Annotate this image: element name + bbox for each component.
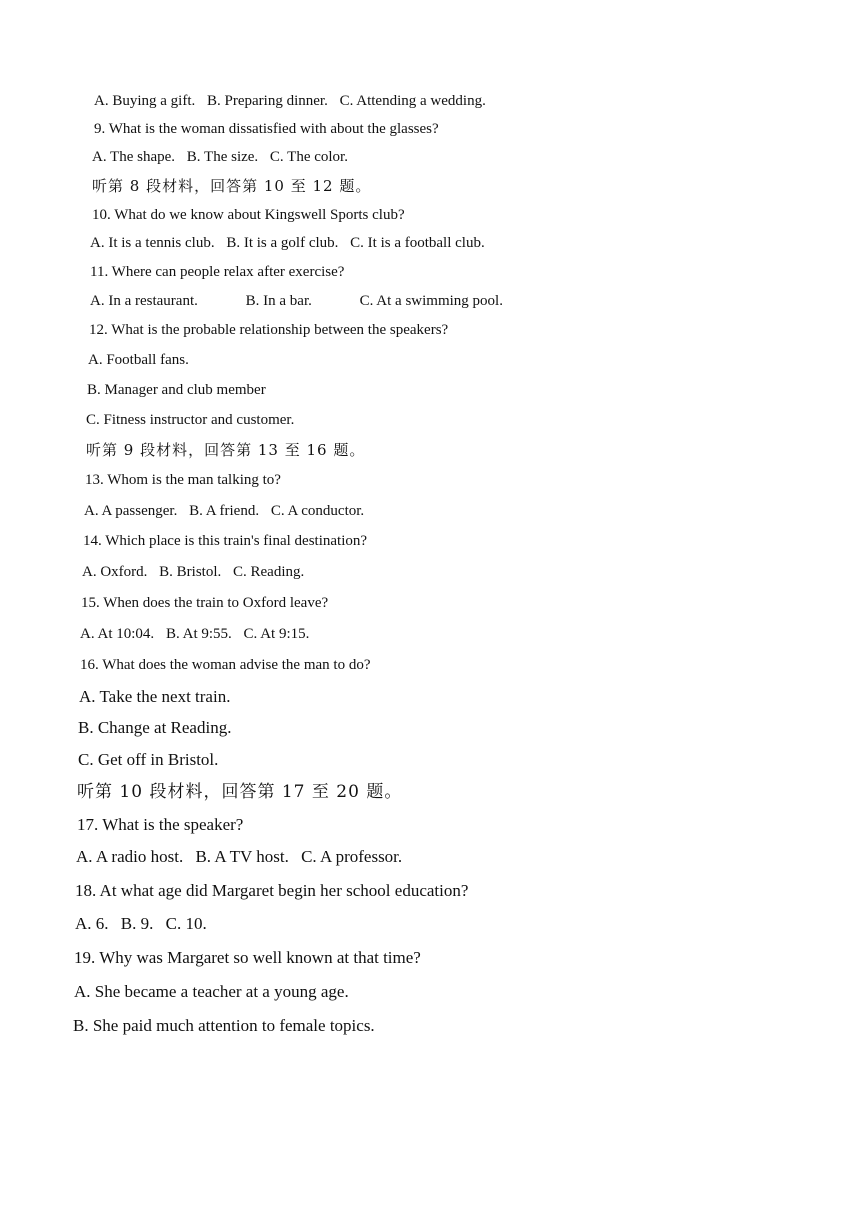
q9-option-b: B. The size.: [186, 149, 259, 165]
q16-option-c: C. Get off in Bristol.: [78, 750, 219, 769]
q13-option-a: A. A passenger.: [84, 503, 178, 519]
q9-options: [92, 147, 348, 167]
q18-options: [75, 914, 207, 934]
q16-option-b: B. Change at Reading.: [78, 718, 232, 737]
q17-options: [76, 847, 402, 867]
q10-option-b: B. It is a golf club.: [226, 235, 339, 251]
q13-question: 13. Whom is the man talking to?: [85, 472, 281, 488]
q19-option-a: A. She became a teacher at a young age.: [74, 982, 349, 1001]
q16-option-a: A. Take the next train.: [79, 687, 231, 706]
q17-option-a: A. A radio host.: [76, 847, 184, 866]
q14-option-a: A. Oxford.: [82, 564, 148, 580]
q19-option-b: B. She paid much attention to female topics.: [73, 1016, 375, 1035]
q12-option-b: B. Manager and club member: [87, 382, 266, 398]
q8-option-a: A. Buying a gift.: [94, 93, 196, 109]
q17-option-b: B. A TV host.: [195, 847, 289, 866]
q15-option-a: A. At 10:04.: [80, 626, 155, 642]
q9-option-c: C. The color.: [269, 149, 348, 165]
q14-option-c: C. Reading.: [233, 564, 305, 580]
q11-option-b: B. In a bar.: [245, 293, 312, 309]
q13-option-c: C. A conductor.: [270, 503, 365, 519]
q12-question: 12. What is the probable relationship between the speakers?: [89, 322, 449, 338]
section-8-header: 听第 8 段材料，回答第 10 至 12 题。: [92, 177, 372, 195]
q18-option-a: A. 6.: [75, 914, 109, 933]
q16-question: 16. What does the woman advise the man to do?: [80, 657, 371, 673]
q11-option-a: A. In a restaurant.: [90, 293, 198, 309]
q14-options: [82, 562, 304, 582]
q13-options: [84, 501, 364, 521]
q14-question: 14. Which place is this train's final destination?: [83, 533, 368, 549]
q15-option-b: B. At 9:55.: [165, 626, 232, 642]
q11-options: [90, 291, 503, 311]
q17-question: 17. What is the speaker?: [77, 815, 244, 834]
q15-option-c: C. At 9:15.: [243, 626, 310, 642]
q18-option-b: B. 9.: [120, 914, 154, 933]
q11-question: 11. Where can people relax after exercise?: [90, 264, 345, 280]
section-10-header: 听第 10 段材料，回答第 17 至 20 题。: [77, 782, 403, 802]
q18-question: 18. At what age did Margaret begin her school education?: [75, 881, 469, 900]
q12-option-c: C. Fitness instructor and customer.: [86, 412, 295, 428]
q13-option-b: B. A friend.: [189, 503, 260, 519]
q18-option-c: C. 10.: [165, 914, 207, 933]
q10-question: 10. What do we know about Kingswell Sports club?: [92, 207, 405, 223]
q12-option-a: A. Football fans.: [88, 352, 189, 368]
q15-question: 15. When does the train to Oxford leave?: [81, 595, 329, 611]
q8-options: [94, 91, 486, 111]
q19-question: 19. Why was Margaret so well known at that time?: [74, 948, 421, 967]
q10-option-a: A. It is a tennis club.: [90, 235, 215, 251]
q14-option-b: B. Bristol.: [159, 564, 222, 580]
q15-options: [80, 624, 309, 644]
q9-question: 9. What is the woman dissatisfied with about the glasses?: [94, 121, 439, 137]
q10-option-c: C. It is a football club.: [350, 235, 485, 251]
q11-option-c: C. At a swimming pool.: [359, 293, 503, 309]
section-9-header: 听第 9 段材料，回答第 13 至 16 题。: [86, 441, 366, 459]
q9-option-a: A. The shape.: [92, 149, 176, 165]
q17-option-c: C. A professor.: [301, 847, 403, 866]
q8-option-c: C. Attending a wedding.: [339, 93, 486, 109]
q8-option-b: B. Preparing dinner.: [207, 93, 328, 109]
q10-options: [90, 233, 485, 253]
